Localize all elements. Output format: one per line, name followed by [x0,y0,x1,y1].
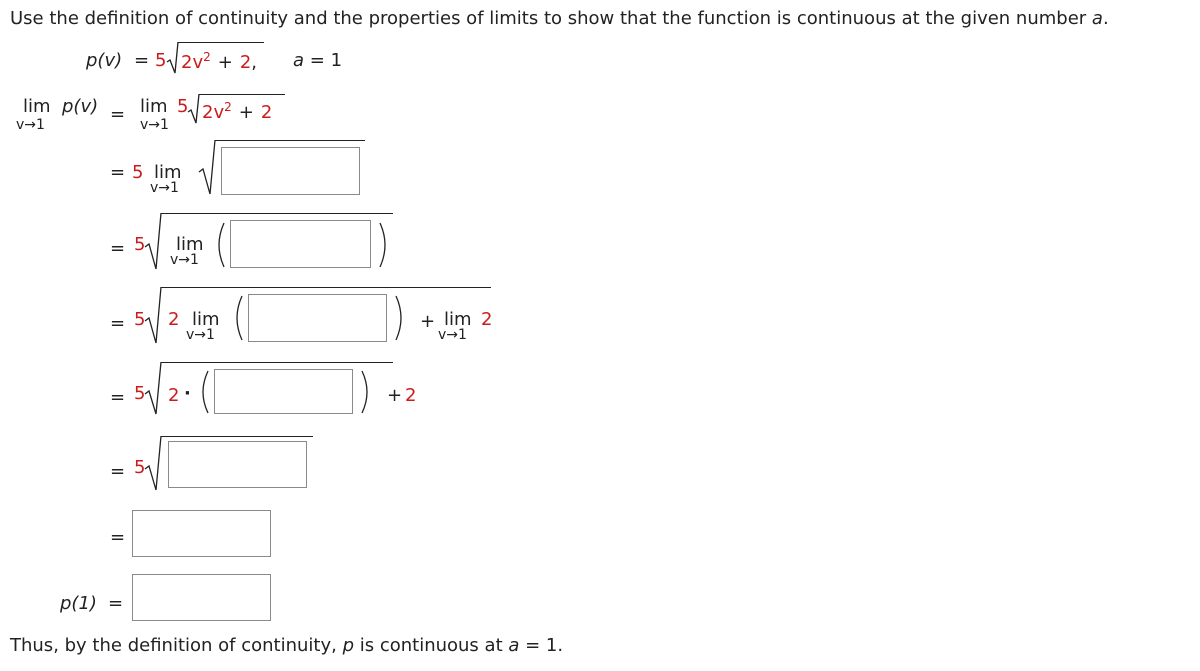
step5-const: 2 [405,385,417,406]
step6-sqrt-sign [144,436,162,492]
step4-lim2: lim [444,309,472,330]
answer-input-step2[interactable] [221,147,360,195]
step4-equals: = [110,313,126,334]
given-number-value: 1 [330,50,343,71]
step4-plus: + [420,311,436,332]
given-number [293,50,342,71]
step1-sqrt-sign [187,94,199,126]
given-number-equals: = [309,50,325,71]
step6-equals: = [110,461,126,482]
step3-right-paren [378,221,390,269]
step2-equals: = [110,162,126,183]
instructions-var-a: a [1091,8,1103,29]
step5-coefficient: 5 [134,383,146,404]
step1-radicand [202,100,272,123]
function-radicand-plus: + [217,52,233,73]
step3-lim-subscript: v→1 [170,252,199,268]
step5-sqrt-bar [161,362,393,363]
answer-input-step6[interactable] [168,441,307,488]
step5-plus: + [387,385,403,406]
step1-coefficient: 5 [177,96,189,117]
step3-lim: lim [176,234,204,255]
step4-sqrt-bar [161,287,491,288]
step3-sqrt-sign [144,213,162,271]
instructions-text: Use the definition of continuity and the properties of limits to show that the function is continuous at the given number [10,8,1092,29]
answer-input-step7[interactable] [132,510,271,557]
conclusion-text-start: Thus, by the definition of continuity, [10,635,343,656]
step4-lim2-subscript: v→1 [438,327,467,343]
step1-radicand-plus: + [238,102,254,123]
step2-lim: lim [154,162,182,183]
step2-coefficient: 5 [132,162,144,183]
step4-left-paren [232,294,244,342]
step5-dot: · [184,383,191,404]
step7-equals: = [110,527,126,548]
function-radicand [181,50,257,73]
step6-coefficient: 5 [134,457,146,478]
step1-radicand-exponent: 2 [224,100,232,114]
answer-input-step4[interactable] [248,294,387,342]
instructions-period: . [1102,8,1109,29]
step2-sqrt-sign [198,140,216,196]
step3-left-paren [214,221,226,269]
function-sqrt-bar [178,42,264,43]
step1-lhs: p(v) [62,96,99,117]
p-of-1-label: p(1) [60,593,97,614]
step2-lim-subscript: v→1 [150,180,179,196]
function-equals: = [134,50,150,71]
conclusion-value: 1 [545,635,558,656]
step1-rhs-lim: lim [140,96,168,117]
function-radicand-2v: 2v [181,52,204,73]
step1-equals: = [110,104,126,125]
step5-sqrt-sign [144,362,162,416]
step4-right-paren [394,294,406,342]
step4-const: 2 [481,309,493,330]
step5-two: 2 [168,385,180,406]
step4-lim-subscript: v→1 [186,327,215,343]
step2-sqrt-bar [215,140,365,141]
step5-equals: = [110,387,126,408]
function-comma: , [251,52,258,73]
function-name: p(v) [86,50,123,71]
conclusion-var-a: a [508,635,520,656]
conclusion-period: . [557,635,564,656]
step4-coefficient: 5 [134,309,146,330]
step6-sqrt-bar [161,436,313,437]
step3-sqrt-bar [161,213,393,214]
answer-input-p-of-1[interactable] [132,574,271,621]
step1-radicand-2v: 2v [202,102,225,123]
step1-radicand-constant: 2 [260,102,273,123]
answer-input-step3[interactable] [230,220,371,268]
given-number-a: a [293,50,305,71]
answer-input-step5[interactable] [214,369,353,414]
function-radicand-constant: 2 [239,52,252,73]
conclusion-text-mid: is continuous at [354,635,509,656]
conclusion [10,635,563,656]
conclusion-equals: = [519,635,546,656]
step5-right-paren [360,369,372,415]
step4-sqrt-sign [144,287,162,345]
function-radicand-exponent: 2 [203,50,211,64]
step1-sqrt-bar [199,94,285,95]
step4-two: 2 [168,309,180,330]
step3-coefficient: 5 [134,234,146,255]
step3-equals: = [110,238,126,259]
conclusion-var-p: p [342,635,354,656]
step1-lim: lim [23,96,51,117]
step1-lim-subscript: v→1 [16,117,45,133]
step4-lim: lim [192,309,220,330]
step5-left-paren [198,369,210,415]
function-sqrt-sign [166,42,178,76]
step1-rhs-subscript: v→1 [140,117,169,133]
function-coefficient: 5 [155,50,167,71]
instructions [10,8,1109,29]
p-of-1-equals: = [108,593,124,614]
